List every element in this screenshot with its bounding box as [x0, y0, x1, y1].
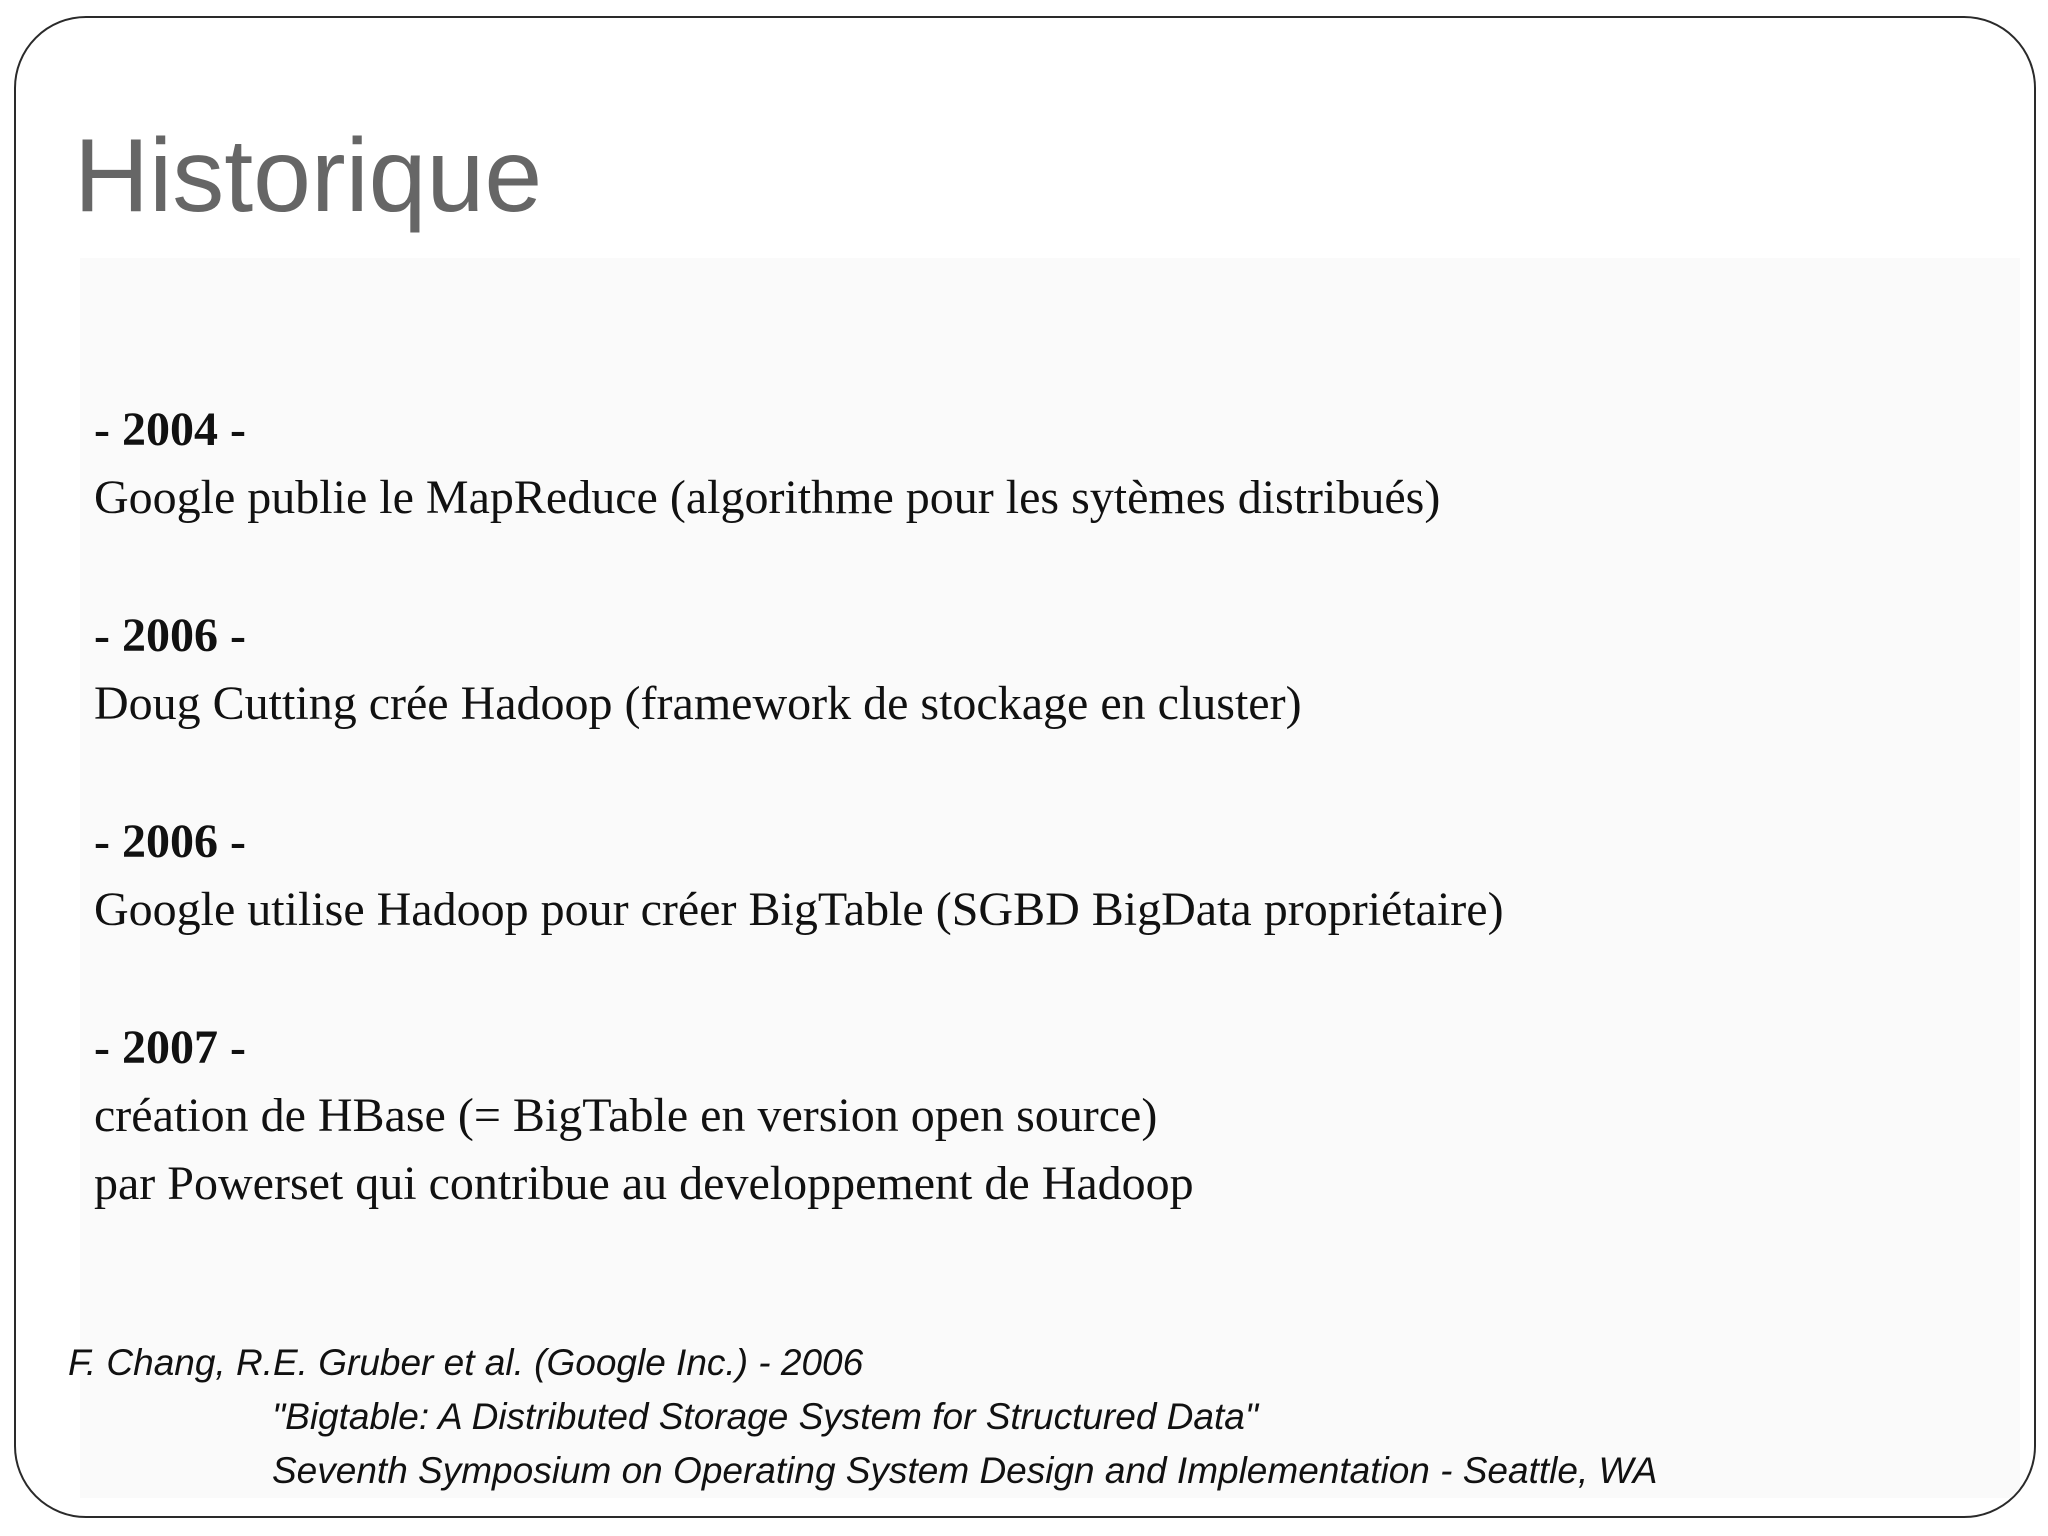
timeline-year-2006: - 2006 -: [94, 815, 246, 868]
reference-venue: Seventh Symposium on Operating System Design and Implementation - Seattle, WA: [272, 1450, 1658, 1491]
timeline-description: par Powerset qui contribue au developpement de Hadoop: [94, 1157, 1194, 1210]
timeline-description: Google utilise Hadoop pour créer BigTable (SGBD BigData propriétaire): [94, 883, 1504, 936]
timeline-description: Google publie le MapReduce (algorithme pour les sytèmes distribués): [94, 471, 1441, 524]
timeline-year-2006: - 2006 -: [94, 609, 246, 662]
timeline-description: Doug Cutting crée Hadoop (framework de stockage en cluster): [94, 677, 1302, 730]
timeline-year-2007: - 2007 -: [94, 1021, 246, 1074]
timeline-year-2004: - 2004 -: [94, 403, 246, 456]
slide: [14, 16, 2036, 1518]
reference-paper-title: "Bigtable: A Distributed Storage System for Structured Data": [272, 1396, 1258, 1437]
reference-authors: F. Chang, R.E. Gruber et al. (Google Inc.) - 2006: [68, 1342, 864, 1383]
content-panel: [80, 258, 2020, 1498]
timeline-description: création de HBase (= BigTable en version open source): [94, 1089, 1158, 1142]
slide-title: Historique: [74, 118, 543, 234]
